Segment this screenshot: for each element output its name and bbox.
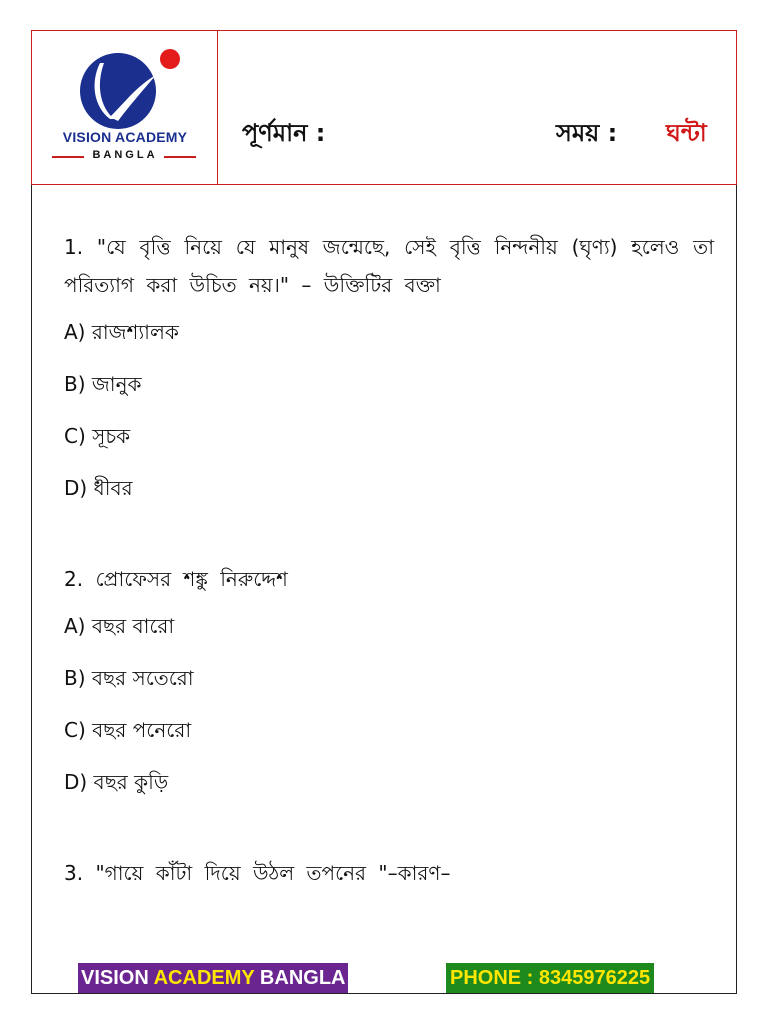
footer-phone: PHONE : 8345976225: [446, 963, 654, 993]
logo-subtitle: BANGLA: [92, 149, 158, 161]
option-d: D) বছর কুড়ি: [64, 770, 169, 794]
question-3: [64, 854, 714, 892]
footer-brand-academy: ACADEMY: [153, 967, 255, 989]
header: [31, 30, 737, 185]
spacer: [64, 808, 714, 854]
option-a: A) বছর বারো: [64, 614, 175, 638]
footer-brand: [78, 963, 348, 993]
question-1: [64, 228, 714, 514]
footer-brand-bangla: BANGLA: [254, 967, 346, 989]
vision-academy-logo-icon: [74, 45, 184, 129]
question-text: 3. "গায়ে কাঁটা দিয়ে উঠল তপনের "–কারণ–: [64, 861, 451, 885]
option-c: C) সূচক: [64, 424, 131, 448]
logo: [32, 31, 218, 184]
option-b: B) জানুক: [64, 372, 142, 396]
question-text: 1. "যে বৃত্তি নিয়ে যে মানুষ জন্মেছে, সেই বৃত্তি নিন্দনীয় (ঘৃণ্য) হলেও তা পরিত্যাগ করা উচিত নয়।" – উক্তিটির বক্তা: [64, 235, 714, 297]
logo-name: VISION ACADEMY: [62, 129, 188, 145]
footer-brand-vision: VISION: [81, 967, 154, 989]
question-list: [64, 228, 714, 892]
option-c: C) বছর পনেরো: [64, 718, 192, 742]
spacer: [64, 514, 714, 560]
time-value: ঘন্টা: [666, 119, 707, 147]
option-b: B) বছর সতেরো: [64, 666, 194, 690]
question-text: 2. প্রোফেসর শঙ্কু নিরুদ্দেশ: [64, 567, 288, 591]
option-a: A) রাজশ্যালক: [64, 320, 179, 344]
full-marks-label: পূর্ণমান :: [242, 119, 326, 147]
logo-divider-right: [164, 156, 196, 158]
option-d: D) ধীবর: [64, 476, 133, 500]
question-2: [64, 560, 714, 808]
time-label: সময় :: [556, 119, 618, 147]
